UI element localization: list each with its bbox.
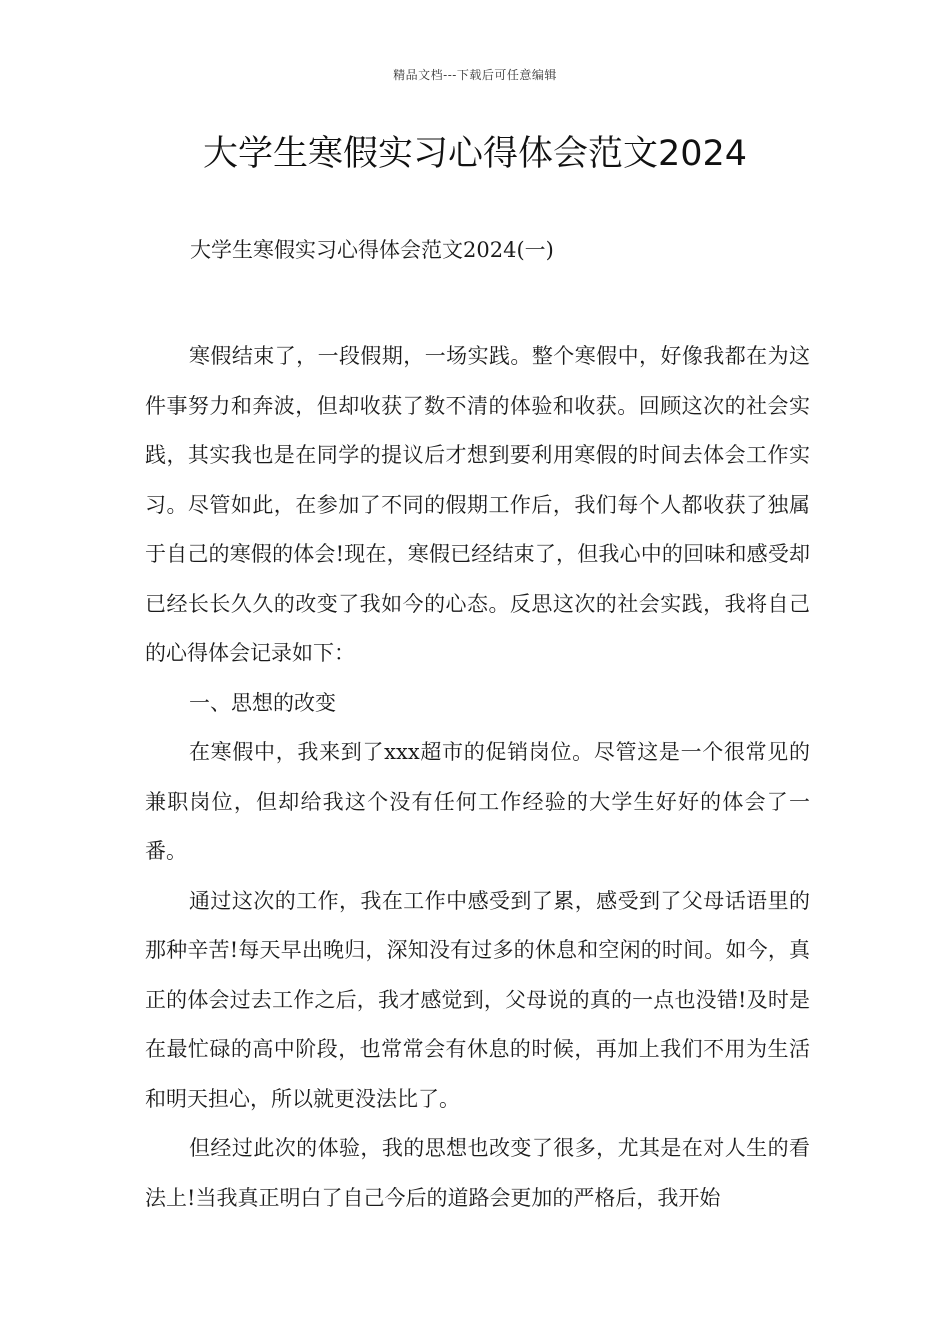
body-text: [145, 332, 810, 1223]
document-title: 大学生寒假实习心得体会范文2024: [202, 134, 748, 174]
section-subtitle: 大学生寒假实习心得体会范文2024(一): [190, 238, 554, 262]
paragraph-life-view: 但经过此次的体验，我的思想也改变了很多，尤其是在对人生的看法上!当我真正明白了自己今后的道路会更加的严格后，我开始: [145, 1136, 810, 1210]
paragraph-intro: 寒假结束了，一段假期，一场实践。整个寒假中，好像我都在为这件事努力和奔波，但却收获了数不清的体验和收获。回顾这次的社会实践，其实我也是在同学的提议后才想到要利用寒假的时间去体会工作实习。尽管如此，在参加了不同的假期工作后，我们每个人都收获了独属于自己的寒假的体会!现在，寒假已经结束了，但我心中的回味和感受却已经长长久久的改变了我如今的心态。反思这次的社会实践，我将自己的心得体会记录如下：: [145, 344, 810, 665]
paragraph-work-experience: 通过这次的工作，我在工作中感受到了累，感受到了父母话语里的那种辛苦!每天早出晚归，深知没有过多的休息和空闲的时间。如今，真正的体会过去工作之后，我才感觉到，父母说的真的一点也没错!及时是在最忙碌的高中阶段，也常常会有休息的时候，再加上我们不用为生活和明天担心，所以就更没法比了。: [145, 888, 810, 1111]
paragraph-job: 在寒假中，我来到了xxx超市的促销岗位。尽管这是一个很常见的兼职岗位，但却给我这个没有任何工作经验的大学生好好的体会了一番。: [145, 740, 810, 863]
section-heading-thought-change: 一、思想的改变: [189, 690, 336, 715]
header-note: 精品文档---下载后可任意编辑: [393, 68, 557, 82]
